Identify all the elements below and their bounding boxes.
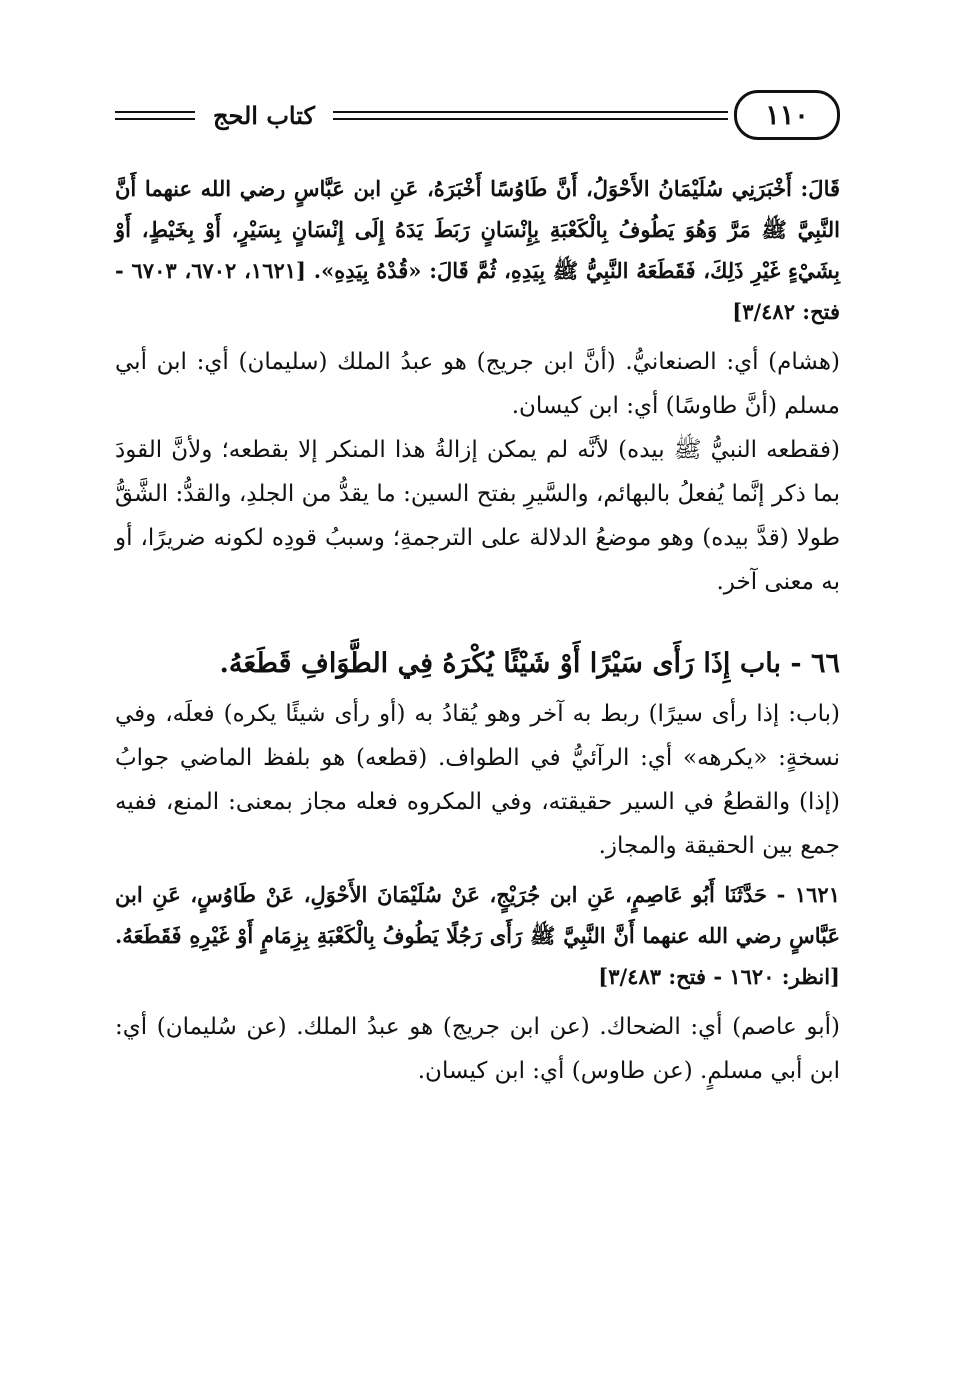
hadith-text: ١٦٢١ - حَدَّثَنَا أَبُو عَاصِمٍ، عَنِ ابن جُرَيْجٍ، عَنْ سُلَيْمَانَ الأَحْوَلِ، عَنْ طَاوُسٍ، عَنِ ابن عَبَّاسٍ رضي الله عنهما أَنَّ النَّبِيَّ ﷺ رَأَى رَجُلًا يَطُوفُ بِالْكَعْبَةِ بِزِمَامٍ أَوْ غَيْرِهِ فَقَطَعَهُ. [انظر: ١٦٢٠ - فتح: ٣/٤٨٣] [115,882,840,989]
hadith-text: قَالَ: أَخْبَرَنِي سُلَيْمَانُ الأَحْوَلُ، أَنَّ طَاوُسًا أَخْبَرَهُ، عَنِ ابن عَبَّاسٍ رضي الله عنهما أَنَّ النَّبِيَّ ﷺ مَرَّ وَهُوَ يَطُوفُ بِالْكَعْبَةِ بِإِنْسَانٍ رَبَطَ يَدَهُ إِلَى إِنْسَانٍ بِسَيْرٍ، أَوْ بِخَيْطٍ، أَوْ بِشَيْءٍ غَيْرِ ذَلِكَ، فَقَطَعَهُ النَّبِيُّ ﷺ بِيَدِهِ، ثُمَّ قَالَ: «قُدْهُ بِيَدِهِ». [١٦٢١، ٦٧٠٢، ٦٧٠٣ - فتح: ٣/٤٨٢] [115,176,840,324]
commentary-paragraph: (فقطعه النبيُّ ﷺ بيده) لأنَّه لم يمكن إزالةُ هذا المنكر إلا بقطعه؛ ولأنَّ القودَ بما ذكر إنَّما يُفعلُ بالبهائم، والسَّيرِ بفتح السين: ما يقدُّ من الجلدِ، والقدُّ: الشَّقُّ طولا (قدَّ بيده) وهو موضعُ الدلالة على الترجمةِ؛ وسببُ قودِه لكونه ضريرًا، أو به معنى آخر. [115,437,840,595]
page-header [115,84,840,146]
commentary-paragraph: (باب: إذا رأى سيرًا) ربط به آخر وهو يُقادُ به (أو رأى شيئًا يكره) فعلَه، وفي نسخةٍ: «يكرهه» أي: الرآئيُّ في الطواف. (قطعه) هو بلفظ الماضي جوابُ (إذا) والقطعُ في السير حقيقته، وفي المكروه فعله مجاز بمعنى: المنع، ففيه جمع بين الحقيقة والمجاز. [115,701,841,859]
header-rule-long [333,111,728,120]
commentary-paragraph: (هشام) أي: الصنعانيُّ. (أنَّ ابن جريج) هو عبدُ الملك (سليمان) أي: ابن أبي مسلم (أنَّ طاوسًا) أي: ابن كيسان. [115,349,840,419]
chapter-heading: ٦٦ - باب إِذَا رَأَى سَيْرًا أَوْ شَيْئًا يُكْرَهُ فِي الطَّوَافِ قَطَعَهُ. [219,648,840,679]
running-title: كتاب الحج [213,100,315,130]
book-page [115,84,840,1389]
header-rule-short [115,111,195,120]
chapter-commentary [115,692,840,868]
commentary-paragraph: (أبو عاصم) أي: الضحاك. (عن ابن جريج) هو عبدُ الملك. (عن سُليمان) أي: ابن أبي مسلمٍ. (عن طاوس) أي: ابن كيسان. [115,1014,840,1084]
page-number: ١١٠ [734,90,840,140]
commentary-block [115,1005,840,1093]
commentary-block [115,340,840,604]
